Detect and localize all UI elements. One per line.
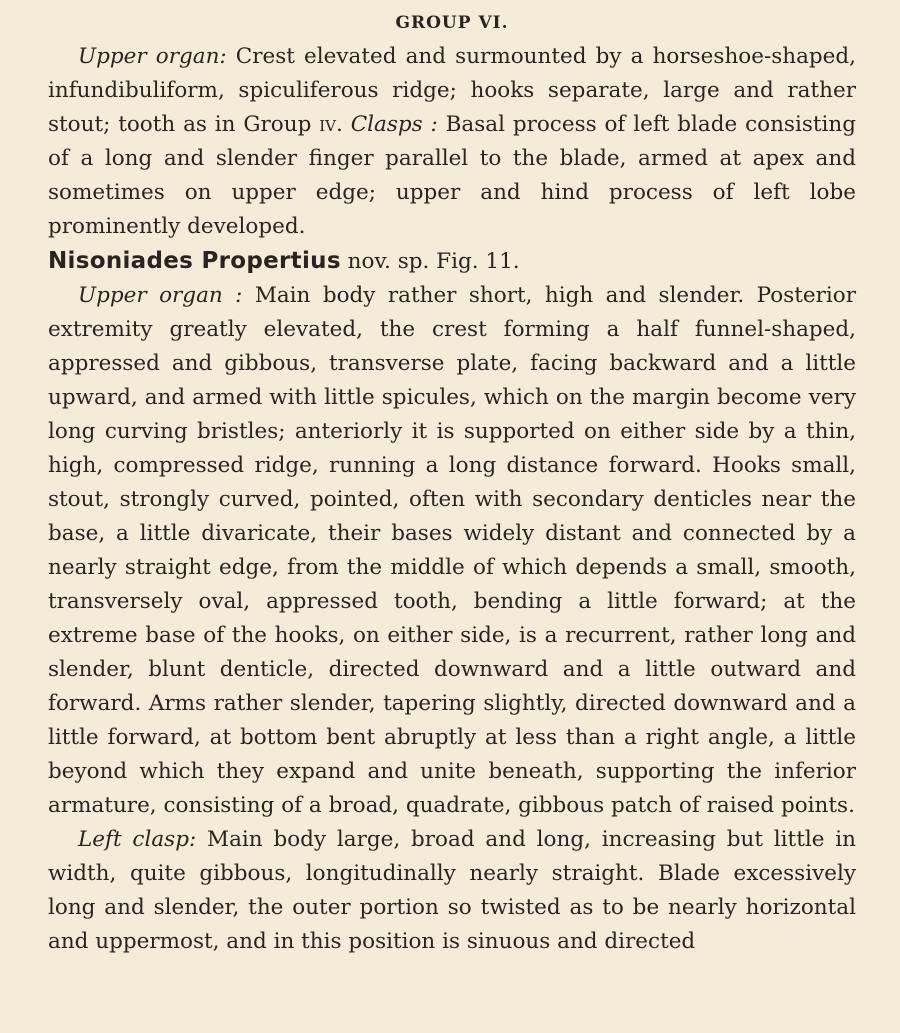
label-upper-organ: Upper organ: bbox=[78, 44, 227, 69]
text-separator: . bbox=[335, 112, 351, 137]
text-upper-organ: Crest elevated and surmounted by a horseshoe-shaped, infundibuliform, spiculiferous ridge; hooks separate, large and rather stout; tooth as in Group bbox=[48, 44, 857, 137]
group-reference: iv bbox=[319, 112, 336, 137]
species-name: Nisoniades Propertius bbox=[48, 248, 341, 274]
label-left-clasp: Left clasp: bbox=[78, 827, 197, 852]
paragraph-group-description bbox=[48, 40, 856, 244]
text-left-clasp: Main body large, broad and long, increasing but little in width, quite gibbous, longitudinally nearly straight. Blade excessively long and slender, the outer portion so twisted as to be nearly horizontal and uppermost, and in this position is sinuous and directed bbox=[48, 827, 856, 954]
paragraph-upper-organ bbox=[48, 279, 856, 823]
label-clasps: Clasps : bbox=[350, 112, 438, 137]
running-head: GROUP VI. bbox=[395, 13, 509, 33]
label-upper-organ-2: Upper organ : bbox=[78, 283, 243, 308]
species-note: nov. sp. Fig. 11. bbox=[340, 249, 520, 274]
text-upper-organ-2: Main body rather short, high and slender. Posterior extremity greatly elevated, the crest forming a half funnel-shaped, appressed and gibbous, transverse plate, facing backward and a little upward, and armed with little spicules, which on the margin become very long curving bristles; anteriorly it is supported on either side by a thin, high, compressed ridge, running a long distance forward. Hooks small, stout, strongly curved, pointed, often with secondary denticles near the base, a little divaricate, their bases widely distant and connected by a nearly straight edge, from the middle of which depends a small, smooth, transversely oval, appressed tooth, bending a little forward; at the extreme base of the hooks, on either side, is a recurrent, rather long and slender, blunt denticle, directed downward and a little outward and forward. Arms rather slender, tapering slightly, directed downward and a little forward, at bottom bent abruptly at less than a right angle, a little beyond which they expand and unite beneath, supporting the inferior armature, consisting of a broad, quadrate, gibbous patch of raised points. bbox=[48, 283, 856, 818]
text-clasps: Basal process of left blade consisting of a long and slender finger parallel to the blade, armed at apex and sometimes on upper edge; upper and hind process of left lobe prominently developed. bbox=[48, 112, 856, 239]
paragraph-left-clasp bbox=[48, 823, 856, 959]
species-heading bbox=[48, 244, 856, 279]
